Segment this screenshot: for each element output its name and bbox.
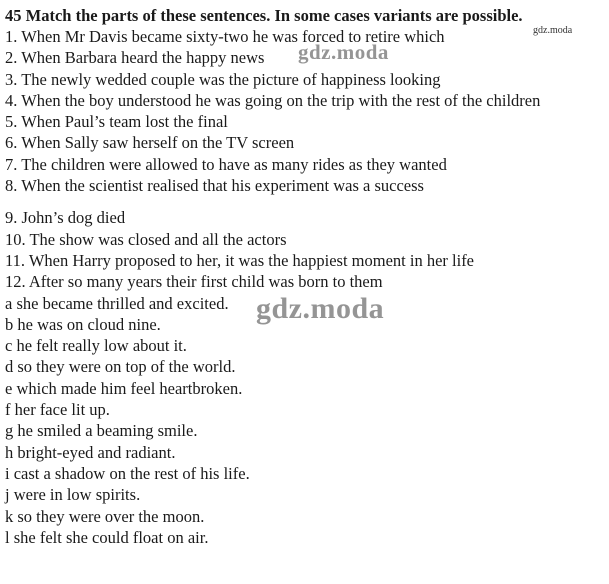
section-gap (5, 196, 605, 207)
sentence-ending: b he was on cloud nine. (5, 314, 161, 334)
sentence-endings (5, 293, 605, 549)
sentence-ending: i cast a shadow on the rest of his life. (5, 463, 250, 483)
watermark-large: gdz.moda (256, 292, 385, 325)
sentence-beginning: 6. When Sally saw herself on the TV screen (5, 133, 295, 153)
sentence-beginning: 2. When Barbara heard the happy news (5, 48, 265, 68)
sentence-beginning: 4. When the boy understood he was going on the trip with the rest of the children (5, 90, 541, 110)
sentence-ending: f her face lit up. (5, 400, 110, 420)
watermark-medium: gdz.moda (298, 40, 389, 64)
sentence-beginning: 5. When Paul’s team lost the final (5, 112, 228, 132)
sentence-ending: d so they were on top of the world. (5, 357, 236, 377)
sentence-ending: j were in low spirits. (5, 485, 141, 505)
exercise (5, 6, 605, 548)
sentence-beginning: 3. The newly wedded couple was the picture of happiness looking (5, 69, 441, 89)
sentence-beginning: 9. John’s dog died (5, 208, 126, 228)
exercise-heading: 45 Match the parts of these sentences. In some cases variants are possible. (5, 6, 523, 25)
sentence-ending: g he smiled a beaming smile. (5, 421, 198, 441)
sentence-beginning: 12. After so many years their first child was born to them (5, 272, 383, 292)
sentence-ending: e which made him feel heartbroken. (5, 378, 243, 398)
sentence-beginning: 8. When the scientist realised that his experiment was a success (5, 176, 424, 196)
sentence-ending: l she felt she could float on air. (5, 527, 209, 547)
sentence-ending: c he felt really low about it. (5, 336, 187, 356)
sentence-ending: a she became thrilled and excited. (5, 293, 229, 313)
sentence-beginnings-group-2 (5, 207, 605, 292)
sentence-beginning: 1. When Mr Davis became sixty-two he was forced to retire which (5, 27, 445, 46)
sentence-ending: k so they were over the moon. (5, 506, 205, 526)
sentence-beginning: 10. The show was closed and all the actors (5, 229, 287, 249)
sentence-ending: h bright-eyed and radiant. (5, 442, 176, 462)
sentence-beginning: 11. When Harry proposed to her, it was the happiest moment in her life (5, 250, 475, 270)
watermark-small: gdz.moda (533, 25, 573, 36)
sentence-beginning: 7. The children were allowed to have as many rides as they wanted (5, 154, 447, 174)
